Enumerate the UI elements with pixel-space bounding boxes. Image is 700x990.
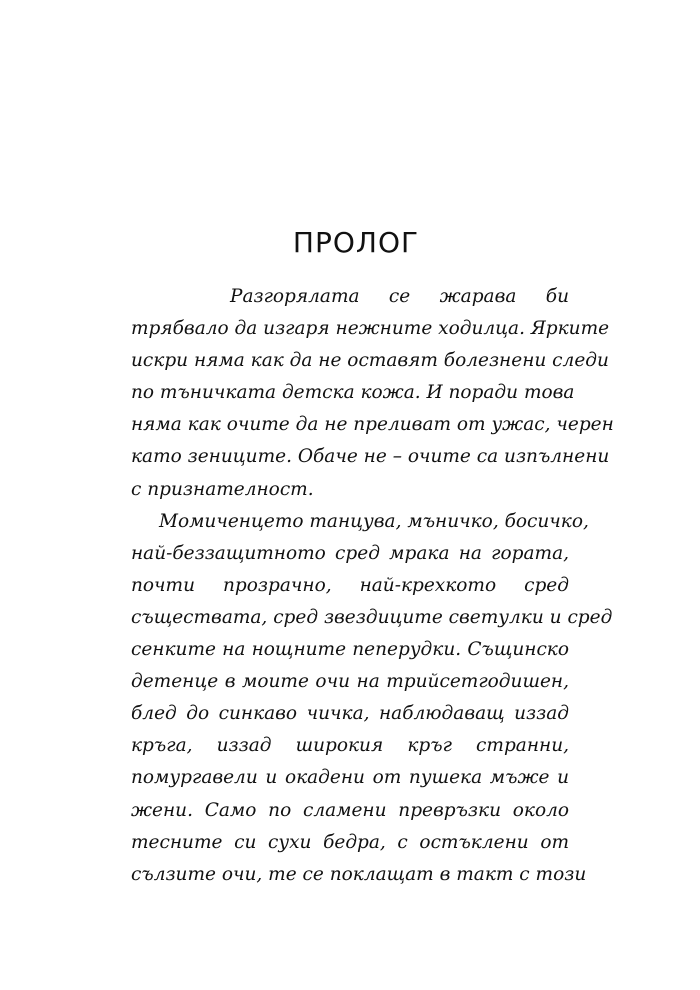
text-line: с признателност. bbox=[131, 478, 314, 500]
text-line: кръга, иззад широкия кръг странни, bbox=[131, 735, 569, 757]
text-line: жени. Само по сламени превръзки около bbox=[131, 799, 569, 821]
text-line: Момиченцето танцува, мъничко, босичко, bbox=[159, 510, 589, 532]
text-line: Разгорялата се жарава би bbox=[230, 286, 569, 307]
paragraph bbox=[131, 506, 613, 891]
text-line: помургавели и окадени от пушека мъже и bbox=[131, 767, 569, 789]
text-line: тесните си сухи бедра, с остъклени от bbox=[131, 831, 569, 853]
paragraph bbox=[131, 281, 614, 506]
text-line: сълзите очи, те се поклащат в такт с този bbox=[131, 863, 587, 885]
text-line: като зениците. Обаче не – очите са изпълнени bbox=[131, 446, 610, 468]
chapter-title: ПРОЛОГ bbox=[292, 226, 420, 259]
text-line: блед до синкаво чичка, наблюдаващ иззад bbox=[131, 703, 569, 725]
text-line: искри няма как да не оставят болезнени следи bbox=[131, 350, 609, 372]
text-line: съществата, сред звездиците светулки и сред bbox=[131, 606, 613, 628]
text-line: трябвало да изгаря нежните ходилца. Ярките bbox=[131, 318, 610, 340]
text-line: почти прозрачно, най-крехкото сред bbox=[131, 574, 569, 596]
text-line: сенките на нощните пеперудки. Същинско bbox=[131, 639, 569, 661]
text-line: най-беззащитното сред мрака на гората, bbox=[131, 542, 569, 564]
chapter-body bbox=[131, 281, 614, 891]
text-line: по тъничката детска кожа. И поради това bbox=[131, 382, 575, 404]
text-line: няма как очите да не преливат от ужас, черен bbox=[131, 414, 614, 436]
text-line: детенце в моите очи на трийсетгодишен, bbox=[131, 671, 569, 693]
